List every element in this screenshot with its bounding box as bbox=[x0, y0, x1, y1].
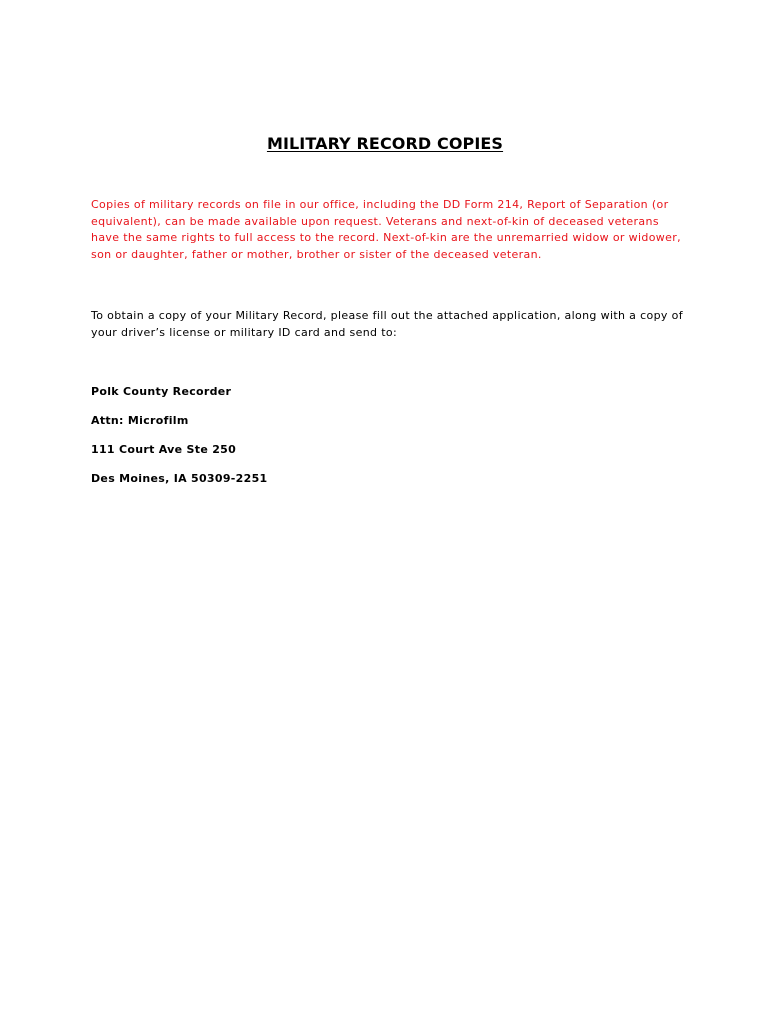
instructions-paragraph: To obtain a copy of your Military Record, please fill out the attached application, along with a copy of your driver’s license or military ID card and send to: bbox=[91, 309, 683, 339]
address-line-attention: Attn: Microfilm bbox=[91, 414, 189, 427]
document-title: MILITARY RECORD COPIES bbox=[266, 134, 504, 153]
notice-paragraph: Copies of military records on file in our office, including the DD Form 214, Report of Separation (or equivalent), can be made available upon request. Veterans and next-of-kin of deceased veterans have the same rights to full access to the record. Next-of-kin are the unremarried widow or widower, son or daughter, father or mother, brother or sister of the deceased veteran. bbox=[91, 198, 681, 261]
address-line-recipient: Polk County Recorder bbox=[91, 385, 232, 398]
mailing-address bbox=[91, 384, 267, 500]
address-line-city: Des Moines, IA 50309-2251 bbox=[91, 472, 268, 485]
address-line-street: 111 Court Ave Ste 250 bbox=[91, 443, 237, 456]
